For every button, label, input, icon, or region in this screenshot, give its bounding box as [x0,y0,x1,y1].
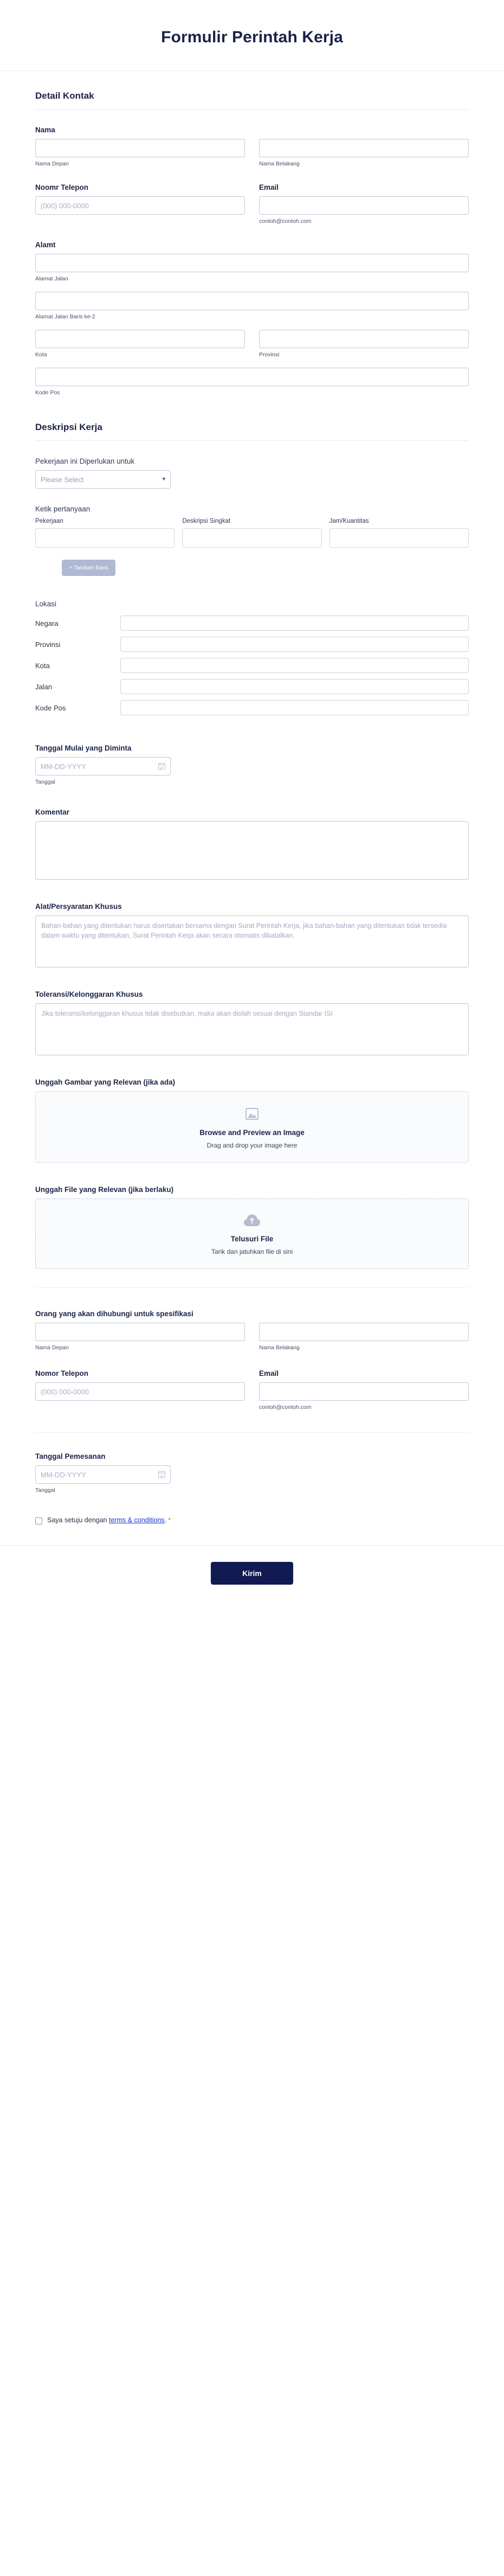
nomor-telepon-input[interactable] [35,196,245,215]
section-heading-contact: Detail Kontak [35,91,94,101]
label-nomor-telepon: Noomr Telepon [35,183,89,191]
matrix-col-deskripsi-singkat: Deskripsi Singkat [182,518,231,524]
matrix-col-jam-kuantitas: Jam/Kuantitas [329,518,369,524]
field-telepon-email [35,167,469,225]
image-dropzone[interactable] [35,1091,469,1163]
email-input[interactable] [259,196,469,215]
label-unggah-file: Unggah File yang Relevan (jika berlaku) [35,1186,174,1194]
kota-input[interactable] [35,330,245,348]
nama-belakang-input[interactable] [259,139,469,157]
matrix-cell [182,528,321,548]
label-toleransi: Toleransi/Kelonggaran Khusus [35,990,143,998]
komentar-textarea[interactable] [35,821,469,880]
image-dropzone-subtitle: Drag and drop your image here [206,1142,298,1149]
matrix-pekerjaan-input[interactable] [35,528,175,548]
field-email [259,183,469,225]
label-provinsi: Provinsi [35,640,61,649]
nama-depan-input[interactable] [35,139,245,157]
matrix-header-row [35,518,469,524]
field-kontak-spesifikasi [35,1288,469,1351]
form-body [0,71,504,1527]
field-nama-depan [35,139,245,167]
form-header [0,0,504,71]
label-pekerjaan-diperlukan: Pekerjaan ini Diperlukan untuk [35,457,135,465]
label-tanggal-pemesanan: Tanggal Pemesanan [35,1452,106,1460]
kode-pos-input[interactable] [35,368,469,386]
label-lokasi: Lokasi [35,600,57,608]
field-nama-belakang [259,139,469,167]
matrix-col-pekerjaan: Pekerjaan [35,518,63,524]
label-jalan: Jalan [35,682,53,691]
field-tanggal-pemesanan [35,1433,469,1494]
label-alat-persyaratan: Alat/Persyaratan Khusus [35,902,122,911]
matrix-deskripsi-input[interactable] [182,528,321,548]
add-row-button[interactable]: + Tambah Baris [62,560,115,576]
field-provinsi [259,330,469,358]
label-kota: Kota [35,661,50,670]
sub-label-kota: Kota [35,351,47,358]
negara-input[interactable] [120,616,469,631]
terms-suffix: . [164,1516,167,1524]
field-tanggal-mulai [35,721,469,785]
field-pekerjaan-diperlukan [35,441,469,489]
image-dropzone-title: Browse and Preview an Image [199,1129,305,1137]
jalan-input[interactable] [120,679,469,694]
sub-label-spec-email: contoh@contoh.com [259,1404,312,1411]
matrix-cell [35,528,175,548]
file-dropzone[interactable] [35,1199,469,1269]
required-asterisk: * [168,1516,171,1524]
sub-label-nama-belakang: Nama Belakang [259,161,300,167]
terms-label [47,1516,171,1524]
lokasi-row-provinsi [35,637,469,652]
kota-lokasi-input[interactable] [120,658,469,673]
pekerjaan-diperlukan-select[interactable] [35,470,171,489]
sub-label-spec-nama-belakang: Nama Belakang [259,1344,300,1351]
field-lokasi [35,576,469,715]
field-alat-persyaratan [35,880,469,967]
field-nama [35,110,469,167]
terms-prefix: Saya setuju dengan [47,1516,109,1524]
sub-label-tanggal: Tanggal [35,779,55,785]
cloud-upload-icon [243,1213,261,1228]
label-negara: Negara [35,619,59,627]
lokasi-row-kota [35,658,469,673]
section-heading-job: Deskripsi Kerja [35,422,102,432]
field-kota [35,330,245,358]
section-contact-details [35,71,469,110]
lokasi-row-jalan [35,679,469,694]
matrix-row [35,528,469,548]
label-spec-email: Email [259,1369,279,1377]
spec-nama-belakang-input[interactable] [259,1323,469,1341]
matrix-cell [329,528,469,548]
field-spec-telepon-email [35,1351,469,1411]
label-ketik-pertanyaan: Ketik pertanyaan [35,505,91,513]
alat-persyaratan-textarea[interactable] [35,915,469,967]
toleransi-textarea[interactable] [35,1003,469,1055]
label-spec-nomor-telepon: Nomor Telepon [35,1369,89,1377]
label-kontak-spesifikasi: Orang yang akan dihubungi untuk spesifikasi [35,1310,193,1318]
terms-and-conditions-link[interactable]: terms & conditions [108,1516,165,1524]
field-spec-email [259,1369,469,1411]
sub-label-spec-nama-depan: Nama Depan [35,1344,69,1351]
label-email: Email [259,183,279,191]
sub-label-alamat-jalan: Alamat Jalan [35,275,68,282]
spec-email-input[interactable] [259,1382,469,1401]
terms-checkbox[interactable] [35,1517,42,1524]
field-unggah-gambar [35,1055,469,1163]
field-alamat [35,225,469,396]
kode-pos-lokasi-input[interactable] [120,700,469,715]
lokasi-row-kode-pos [35,700,469,715]
file-dropzone-title: Telusuri File [230,1235,274,1243]
page-title: Formulir Perintah Kerja [161,28,343,46]
field-nomor-telepon [35,183,245,225]
sub-label-alamat-jalan-2: Alamat Jalan Baris ke-2 [35,313,95,320]
sub-label-tanggal-pemesanan: Tanggal [35,1487,55,1494]
label-alamat: Alamt [35,241,56,249]
label-unggah-gambar: Unggah Gambar yang Relevan (jika ada) [35,1078,176,1086]
chevron-down-icon: ▾ [162,476,165,483]
label-komentar: Komentar [35,808,70,816]
sub-label-kode-pos: Kode Pos [35,389,60,396]
alamat-jalan-2-input[interactable] [35,292,469,310]
label-tanggal-mulai: Tanggal Mulai yang Diminta [35,744,132,752]
form-footer [0,1546,504,1609]
sub-label-nama-depan: Nama Depan [35,161,69,167]
field-spec-nomor-telepon [35,1369,245,1411]
label-nama: Nama [35,126,55,134]
spec-nomor-telepon-input[interactable] [35,1382,245,1401]
submit-button[interactable]: Kirim [211,1562,293,1585]
tanggal-pemesanan-input[interactable] [35,1465,171,1484]
alamat-jalan-input[interactable] [35,254,469,272]
section-job-description [35,396,469,441]
spec-nama-depan-input[interactable] [35,1323,245,1341]
image-icon [244,1106,260,1122]
lokasi-row-negara [35,616,469,631]
field-komentar [35,785,469,880]
provinsi-input[interactable] [259,330,469,348]
field-unggah-file [35,1163,469,1269]
field-ketik-pertanyaan [35,489,469,576]
terms-row [35,1494,469,1527]
label-kode-pos: Kode Pos [35,703,66,712]
field-toleransi [35,967,469,1055]
sub-label-provinsi: Provinsi [259,351,280,358]
field-spec-nama-belakang [259,1323,469,1351]
sub-label-email: contoh@contoh.com [259,218,312,225]
tanggal-mulai-input[interactable] [35,757,171,776]
file-dropzone-subtitle: Tarik dan jatuhkan file di sini [211,1248,293,1255]
field-spec-nama-depan [35,1323,245,1351]
matrix-jam-input[interactable] [329,528,469,548]
provinsi-lokasi-input[interactable] [120,637,469,652]
